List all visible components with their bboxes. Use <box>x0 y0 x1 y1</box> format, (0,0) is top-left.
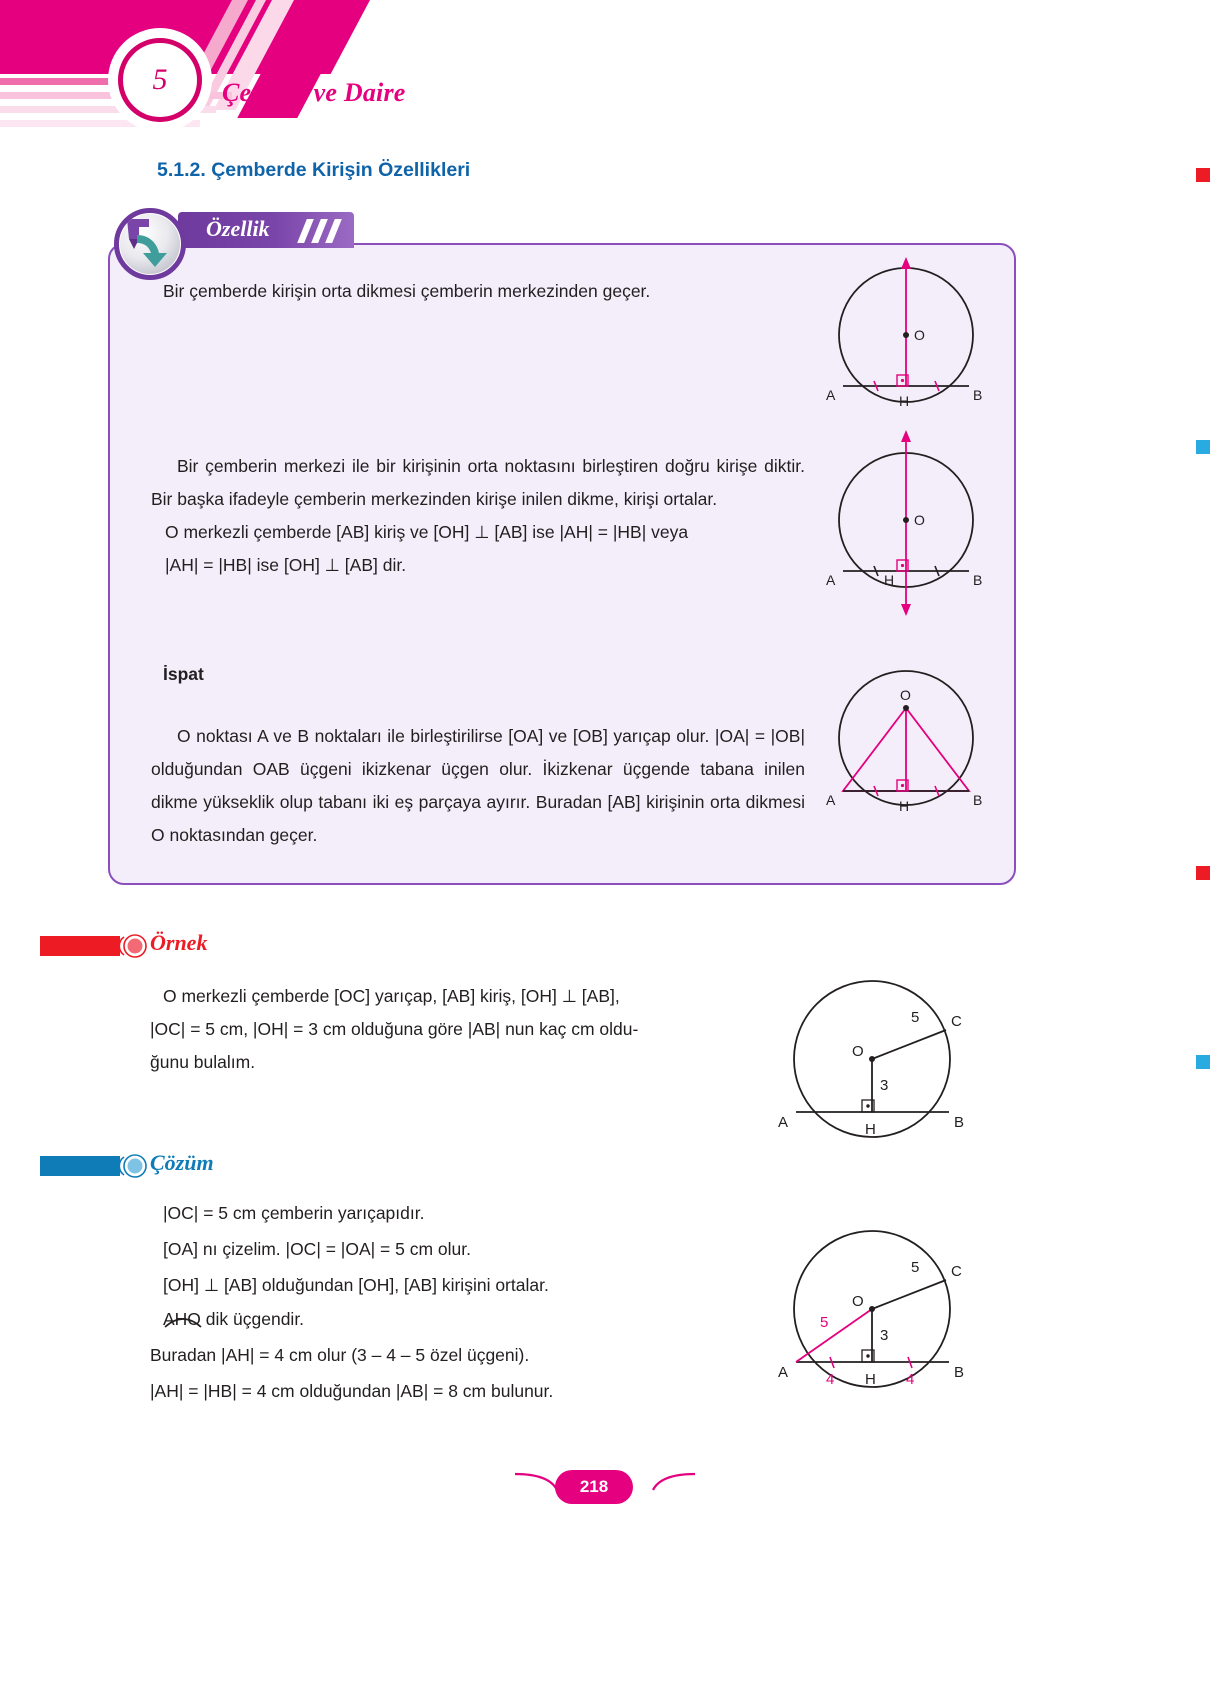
svg-text:B: B <box>973 792 983 808</box>
edge-mark <box>1196 168 1210 182</box>
figure-4 <box>768 972 998 1152</box>
svg-text:B: B <box>973 387 983 403</box>
svg-text:H: H <box>899 798 910 814</box>
svg-text:4: 4 <box>906 1371 915 1388</box>
page-number: 218 <box>555 1470 633 1504</box>
cozum-line-1: |OC| = 5 cm çemberin yarıçapıdır. <box>163 1203 425 1223</box>
ozellik-statement-line-2: |AH| = |HB| ise [OH] ⊥ [AB] dir. <box>165 555 407 575</box>
edge-mark <box>1196 1055 1210 1069</box>
cozum-line-3: [OH] ⊥ [AB] olduğundan [OH], [AB] kirişini ortalar. <box>163 1275 549 1295</box>
chapter-title: Çember ve Daire <box>222 78 406 107</box>
ornek-ring-icon <box>118 931 148 961</box>
cozum-line-4 <box>163 1303 783 1336</box>
svg-text:O: O <box>900 687 911 703</box>
svg-text:A: A <box>778 1364 789 1381</box>
svg-text:C: C <box>951 1013 962 1030</box>
cozum-line-2: [OA] nı çizelim. |OC| = |OA| = 5 cm olur. <box>163 1239 471 1259</box>
edge-mark <box>1196 866 1210 880</box>
ozellik-paragraph-1: Bir çemberde kirişin orta dikmesi çemberin merkezinden geçer. <box>163 281 651 301</box>
ornek-label: Örnek <box>150 930 208 955</box>
svg-text:5: 5 <box>911 1259 920 1276</box>
svg-text:5: 5 <box>911 1009 920 1026</box>
svg-text:A: A <box>826 572 836 588</box>
svg-text:O: O <box>852 1293 864 1310</box>
cozum-line-5: Buradan |AH| = 4 cm olur (3 – 4 – 5 özel üçgeni). <box>150 1345 530 1365</box>
svg-text:H: H <box>865 1121 876 1138</box>
svg-text:B: B <box>954 1364 965 1381</box>
svg-text:A: A <box>826 792 836 808</box>
edge-mark <box>1196 440 1210 454</box>
ispat-label: İspat <box>163 664 204 684</box>
cozum-bar <box>40 1156 120 1176</box>
cozum-label-row <box>40 1150 300 1180</box>
svg-text:C: C <box>951 1263 962 1280</box>
svg-text:H: H <box>865 1371 876 1388</box>
ozellik-statement-line-1: O merkezli çemberde [AB] kiriş ve [OH] ⊥ [AB] ise |AH| = |HB| veya <box>165 522 689 542</box>
cozum-line-6: |AH| = |HB| = 4 cm olduğundan |AB| = 8 cm bulunur. <box>150 1381 554 1401</box>
ozellik-paragraph-2: Bir çemberin merkezi ile bir kirişinin orta noktasını birleştiren doğru kirişe diktir. Bir başka ifadeyle çemberin merkezinden kirişe inilen dikme, kirişi ortalar. <box>151 456 805 509</box>
svg-text:O: O <box>914 327 925 343</box>
section-heading: 5.1.2. Çemberde Kirişin Özellikleri <box>157 159 471 181</box>
ozellik-label: Özellik <box>206 216 270 241</box>
ispat-text: O noktası A ve B noktaları ile birleştirilirse [OA] ve [OB] yarıçap olur. |OA| = |OB| olduğundan OAB üçgeni ikizkenar üçgen olur. İkizkenar üçgende tabana inilen dikme yükseklik olup tabanı iki eş parçaya ayırır. Buradan [AB] kirişinin orta dikmesi O noktasından geçer. <box>151 726 805 845</box>
svg-text:A: A <box>826 387 836 403</box>
chapter-number: 5 <box>152 63 168 96</box>
cozum-label: Çözüm <box>150 1150 214 1175</box>
svg-text:H: H <box>899 393 910 409</box>
svg-text:3: 3 <box>880 1077 889 1094</box>
figure-3 <box>818 660 998 825</box>
svg-text:5: 5 <box>820 1314 829 1331</box>
ornek-line-2: |OC| = 5 cm, |OH| = 3 cm olduğuna göre |AB| nun kaç cm oldu- <box>150 1019 639 1039</box>
ornek-line-1: O merkezli çemberde [OC] yarıçap, [AB] kiriş, [OH] ⊥ [AB], <box>163 986 620 1006</box>
figure-1 <box>818 255 998 420</box>
svg-text:4: 4 <box>826 1371 835 1388</box>
svg-text:B: B <box>954 1114 965 1131</box>
svg-text:O: O <box>914 512 925 528</box>
figure-2 <box>818 425 998 620</box>
ornek-bar <box>40 936 120 956</box>
ornek-line-3: ğunu bulalım. <box>150 1052 256 1072</box>
cozum-ring-icon <box>118 1151 148 1181</box>
svg-text:A: A <box>778 1114 789 1131</box>
ornek-label-row <box>40 930 300 960</box>
svg-text:3: 3 <box>880 1327 889 1344</box>
svg-text:O: O <box>852 1043 864 1060</box>
cozum-line-4-text: AHO dik üçgendir. <box>163 1309 305 1329</box>
svg-text:H: H <box>884 572 895 588</box>
figure-5 <box>768 1222 998 1402</box>
page-footer <box>505 1470 705 1516</box>
svg-text:B: B <box>973 572 983 588</box>
ozellik-arrow-icon <box>114 208 186 280</box>
